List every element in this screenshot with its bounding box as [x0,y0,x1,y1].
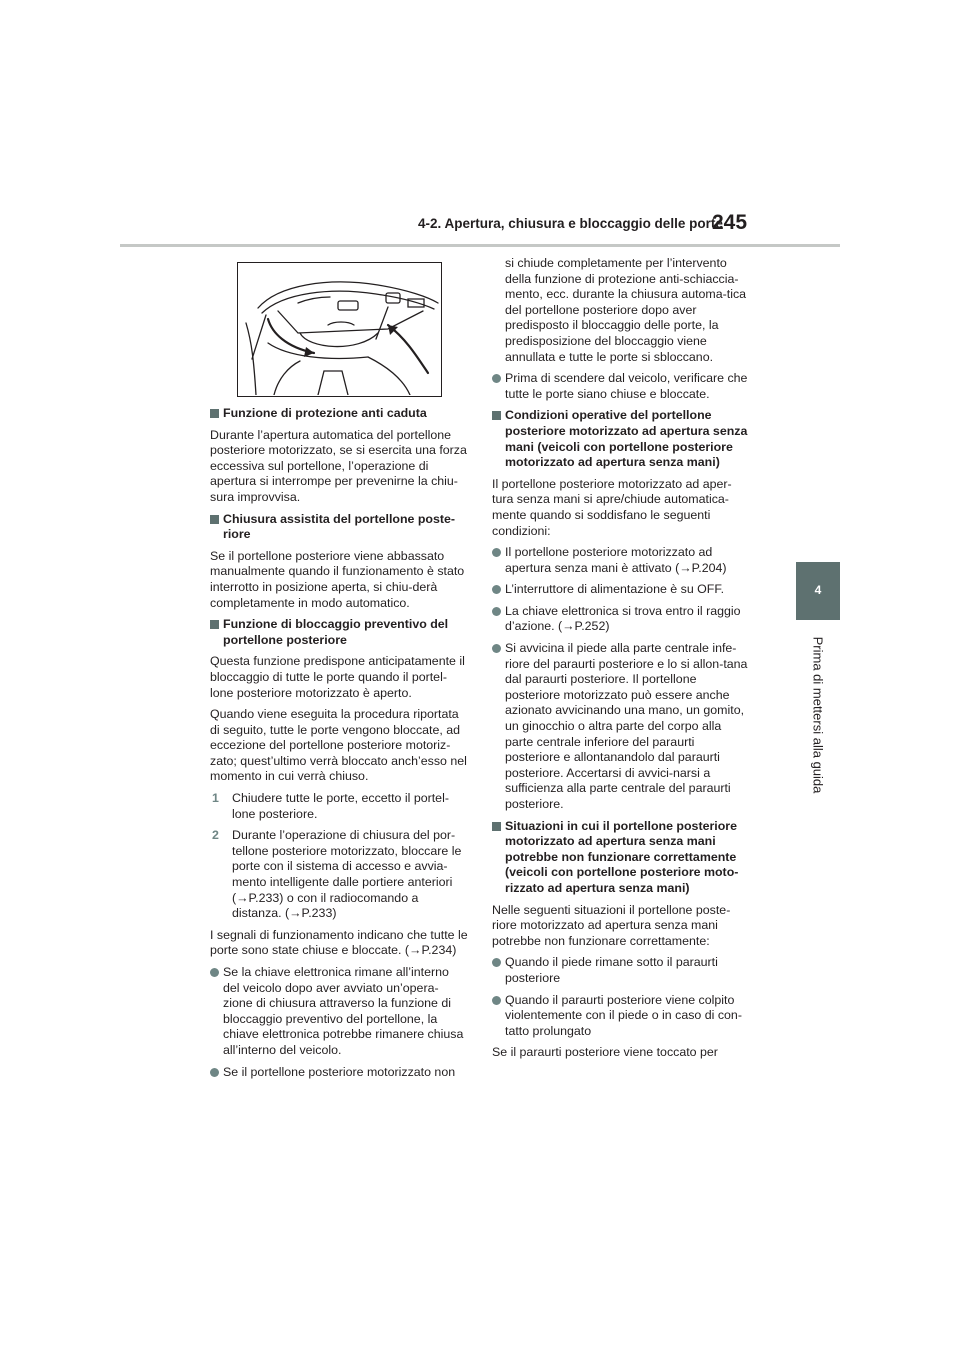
heading-text: Situazioni in cui il portellone posteriore motorizzato ad apertura senza mani potrebbe non funzionare correttamente (veicoli con portellone posteriore moto-rizzato ad apertura senza mani) [505,818,739,895]
round-bullet-icon [210,1068,219,1077]
left-column [210,406,468,1086]
page-number: 245 [712,211,748,234]
bullet-item [210,965,468,1059]
bullet-text: Se la chiave elettronica rimane all’interno del veicolo dopo aver avviato un’opera-zione di chiusura attraverso la funzione di bloccaggio preventivo del portellone, la chiave elettronica potrebbe rimanere chiusa all’interno del veicolo. [223,965,464,1057]
round-bullet-icon [492,585,501,594]
paragraph: Durante l’apertura automatica del portellone posteriore motorizzato, se si esercita una forza eccessiva sul portellone, l’operazione di apertura si interrompe per prevenirne la chiu-sura improvvisa. [210,427,467,504]
bullet-text: Prima di scendere dal veicolo, verificare che tutte le porte siano chiuse e bloccate. [505,371,748,401]
arrow-head-left [304,347,314,357]
heading-preventive-lock [210,617,468,648]
heading-assisted-closing [210,512,468,543]
heading-malfunction-situations [492,819,752,897]
bullet-item [492,582,752,598]
paragraph-continued: si chiude completamente per l’intervento della funzione di protezione anti-schiaccia-mento, ecc. durante la chiusura automa-tica del portellone posteriore dopo aver predisposto il bloccaggio delle porte, la predisposizione del bloccaggio viene annullata e tutte le porte si sbloccano. [505,256,747,364]
round-bullet-icon [492,996,501,1005]
square-bullet-icon [492,411,501,420]
heading-operating-conditions [492,408,752,470]
chapter-tab[interactable]: 4 [796,562,840,620]
section-title: 4-2. Apertura, chiusura e bloccaggio delle porte [418,216,723,231]
paragraph: Se il portellone posteriore viene abbassato manualmente quando il funzionamento è stato interrotto in posizione aperta, si chiu-derà completamente in modo automatico. [210,548,465,610]
bullet-text: La chiave elettronica si trova entro il raggio d’azione. (→P.252) [505,603,741,634]
round-bullet-icon [210,968,219,977]
heading-anti-drop [210,406,468,422]
step-number: 1 [212,791,219,806]
header-rule [120,244,840,247]
step-text: Durante l’operazione di chiusura del por-tellone posteriore motorizzato, bloccare le porte con il sistema di accesso e avvia-mento intelligente dalle portiere anteriori (→P.233) o con il radiocomando a distanza. (→P.233) [232,828,462,921]
round-bullet-icon [492,548,501,557]
bullet-text: Quando il paraurti posteriore viene colpito violentemente con il piede o in caso di con-tatto prolungato [505,992,742,1038]
bullet-text: L’interruttore di alimentazione è su OFF. [505,582,725,597]
square-bullet-icon [210,620,219,629]
round-bullet-icon [492,644,501,653]
round-bullet-icon [492,607,501,616]
bullet-item [492,955,752,986]
paragraph: I segnali di funzionamento indicano che tutte le porte sono state chiuse e bloccate. (→P.234) [210,927,468,958]
paragraph: Se il paraurti posteriore viene toccato per [492,1045,718,1060]
chapter-title-text: Prima di mettersi alla guida [810,636,826,794]
right-column [492,256,752,1067]
bullet-text: Se il portellone posteriore motorizzato non [223,1064,456,1079]
paragraph: Nelle seguenti situazioni il portellone poste-riore motorizzato ad apertura senza mani potrebbe non funzionare correttamente: [492,902,731,948]
bullet-text: Si avvicina il piede alla parte centrale infe-riore del paraurti posteriore e lo si allon-tana dal paraurti posteriore. Il portellone posteriore motorizzato può essere anche azionato avvicinando una mano, un gomito, un ginocchio o altra parte del corpo alla parte centrale inferiore del paraurti posteriore e allontanandolo dal paraurti posteriore. Accertarsi di avvici-narsi a sufficienza alla parte centrale del paraurti posteriore. [505,641,748,811]
paragraph: Quando viene eseguita la procedura riportata di seguito, tutte le porte vengono bloccate, ad eccezione del portellone posteriore motoriz-zato; quest’ultimo verrà bloccato anch’esso nel momento in cui verrà chiuso. [210,707,467,784]
paragraph: Questa funzione predispone anticipatamente il bloccaggio di tutte le porte quando il portel-lone posteriore motorizzato è aperto. [210,654,465,700]
bullet-item [210,1065,468,1081]
step-number: 2 [212,828,219,843]
square-bullet-icon [210,515,219,524]
round-bullet-icon [492,374,501,383]
heading-text: Condizioni operative del portellone posteriore motorizzato ad apertura senza mani (veicoli con portellone posteriore motorizzato ad apertura senza mani) [505,408,748,470]
bullet-item [492,545,752,576]
square-bullet-icon [492,822,501,831]
step-item [210,791,468,822]
tailgate-illustration [237,262,442,397]
bullet-text: Quando il piede rimane sotto il paraurti posteriore [505,955,718,985]
round-bullet-icon [492,958,501,967]
heading-text: Chiusura assistita del portellone poste-riore [223,511,456,542]
bullet-item [492,604,752,635]
bullet-item [492,641,752,813]
bullet-item [492,993,752,1040]
paragraph: Il portellone posteriore motorizzato ad aper-tura senza mani si apre/chiude automatica-mente quando si soddisfano le seguenti condizioni: [492,476,732,538]
bullet-item [492,371,752,402]
tailgate-drawing [238,263,440,395]
step-item [210,828,468,922]
heading-text: Funzione di bloccaggio preventivo del portellone posteriore [223,617,449,647]
bullet-text: Il portellone posteriore motorizzato ad apertura senza mani è attivato (→P.204) [505,545,727,575]
step-text: Chiudere tutte le porte, eccetto il portel-lone posteriore. [232,791,449,821]
square-bullet-icon [210,409,219,418]
heading-text: Funzione di protezione anti caduta [223,406,427,420]
